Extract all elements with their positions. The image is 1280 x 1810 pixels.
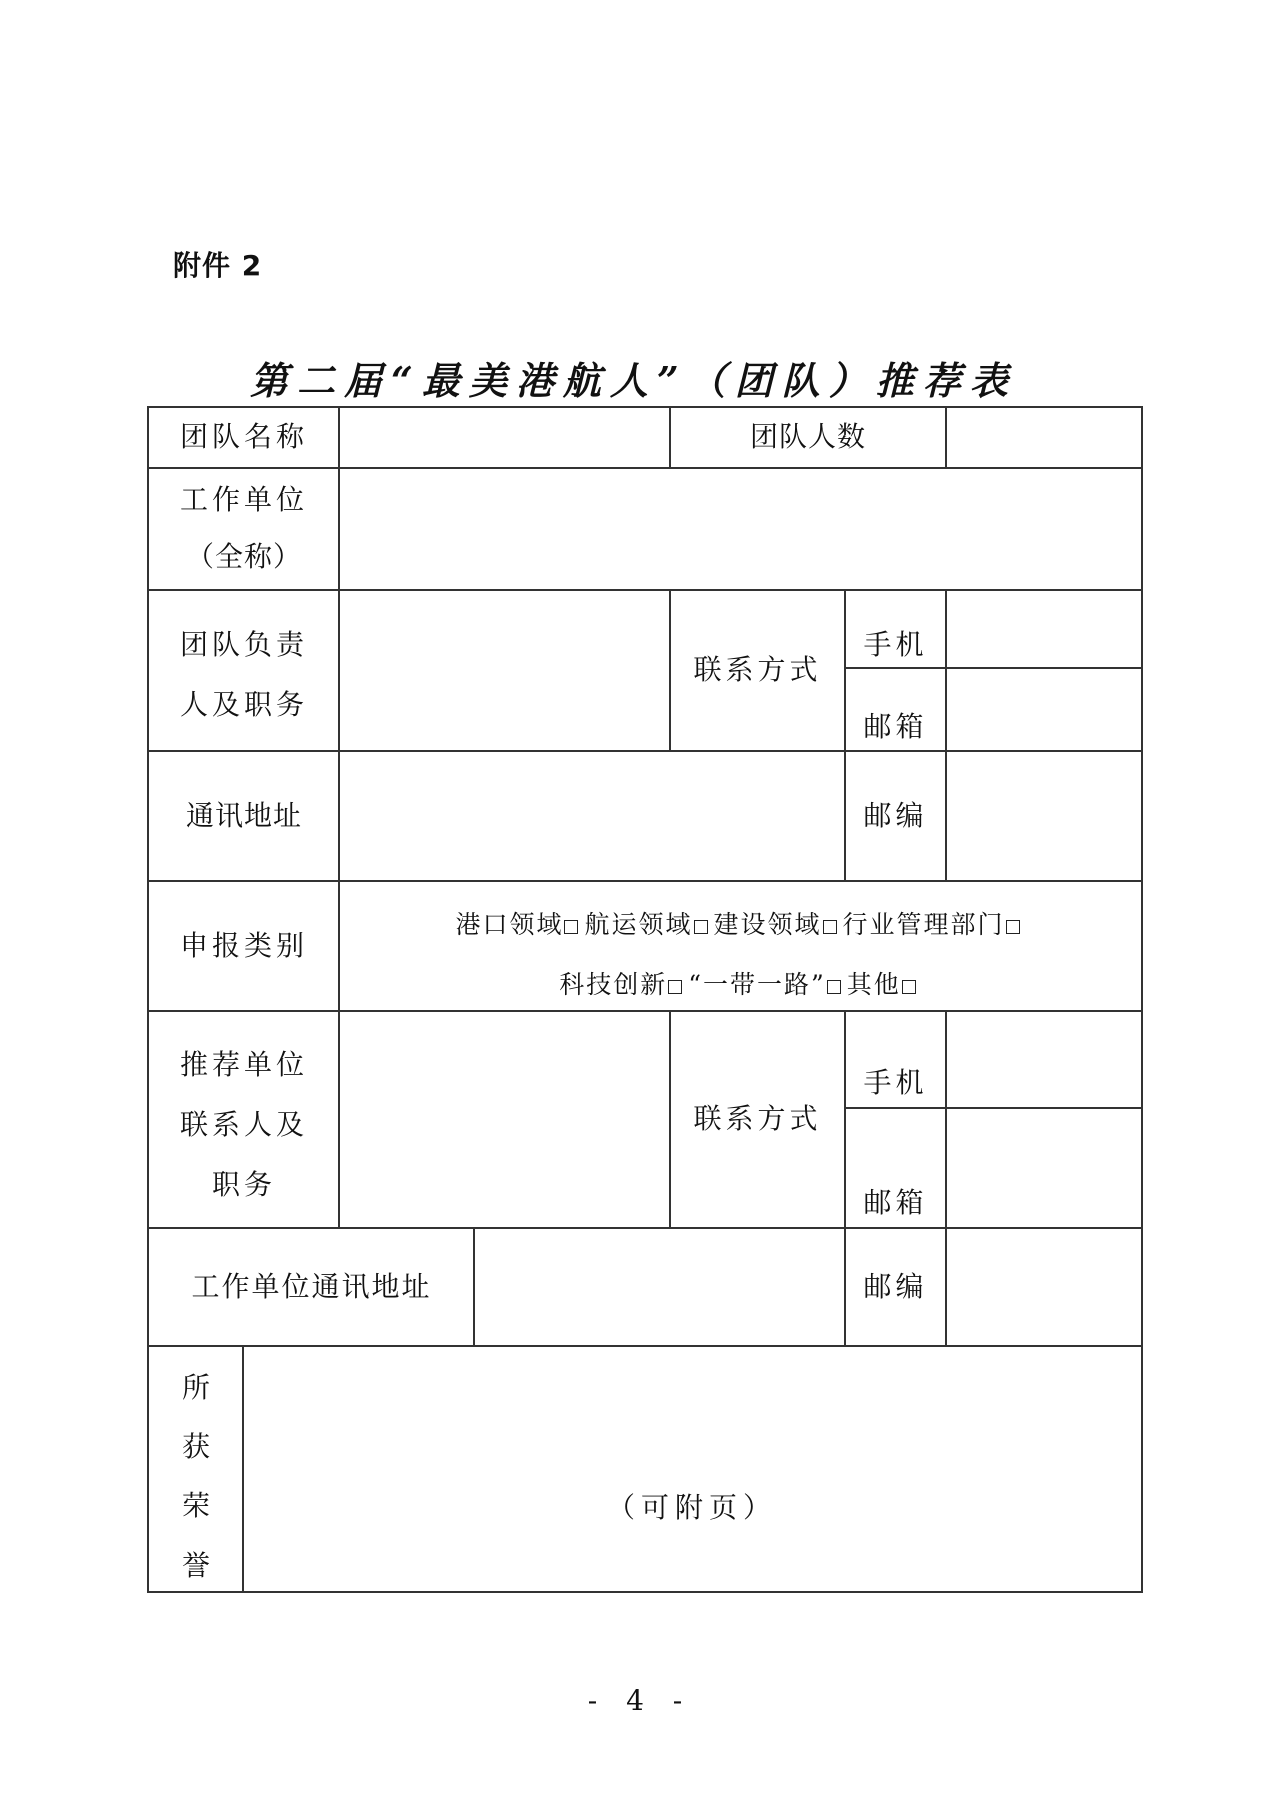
recommender-phone-label: 手机 xyxy=(863,1065,928,1099)
category-label: 申报类别 xyxy=(179,928,308,962)
checkbox-icon[interactable] xyxy=(668,980,682,994)
checkbox-icon[interactable] xyxy=(1006,920,1020,934)
category-option[interactable]: 科技创新 xyxy=(559,970,688,999)
attachment-label: 附件 2 xyxy=(173,249,263,282)
honors-label-char: 荣 xyxy=(181,1489,210,1522)
recommender-email-field[interactable] xyxy=(947,1109,1141,1227)
recommender-label-line2: 联系人及 xyxy=(179,1107,308,1141)
honors-label-char: 获 xyxy=(181,1430,210,1463)
recommender-contact-label: 联系方式 xyxy=(693,1102,822,1136)
team-size-label: 团队人数 xyxy=(749,420,866,454)
team-leader-label-line1: 团队负责 xyxy=(179,627,308,661)
work-unit-address-label: 工作单位通讯地址 xyxy=(191,1269,432,1303)
postcode-field[interactable] xyxy=(947,752,1141,880)
team-size-field[interactable] xyxy=(947,408,1141,467)
category-option[interactable]: 港口领域 xyxy=(455,910,584,939)
table-border-left xyxy=(147,406,149,1593)
recommender-label-line3: 职务 xyxy=(211,1167,276,1201)
postcode-label: 邮编 xyxy=(863,798,928,832)
table-border-bottom xyxy=(148,1591,1143,1593)
work-unit-postcode-field[interactable] xyxy=(947,1229,1141,1345)
honors-field[interactable] xyxy=(244,1347,1141,1591)
checkbox-icon[interactable] xyxy=(694,920,708,934)
category-option[interactable]: 行业管理部门 xyxy=(843,910,1026,939)
leader-phone-field[interactable] xyxy=(947,591,1141,667)
category-option[interactable]: 航运领域 xyxy=(584,910,713,939)
mailing-address-field[interactable] xyxy=(340,752,844,880)
work-unit-address-field[interactable] xyxy=(475,1229,844,1345)
recommender-phone-field[interactable] xyxy=(947,1012,1141,1107)
checkbox-icon[interactable] xyxy=(823,920,837,934)
leader-phone-label: 手机 xyxy=(863,627,928,661)
page-number: - 4 - xyxy=(587,1684,693,1717)
recommender-email-label: 邮箱 xyxy=(863,1185,928,1219)
work-unit-field[interactable] xyxy=(340,469,1141,589)
checkbox-icon[interactable] xyxy=(902,980,916,994)
category-option[interactable]: 其他 xyxy=(847,970,922,999)
honors-label-char: 誉 xyxy=(181,1549,210,1582)
honors-note: （可附页） xyxy=(606,1491,777,1524)
recommender-field[interactable] xyxy=(340,1012,669,1227)
team-leader-label-line2: 人及职务 xyxy=(179,687,308,721)
table-border-right xyxy=(1141,406,1143,1593)
work-unit-label-line1: 工作单位 xyxy=(179,482,308,516)
category-options-row1 xyxy=(340,905,1141,941)
work-unit-label-line2: （全称） xyxy=(185,539,302,573)
category-option[interactable]: “一带一路” xyxy=(688,970,847,999)
form-title: 第二届“最美港航人”（团队）推荐表 xyxy=(250,358,1017,403)
team-leader-field[interactable] xyxy=(340,591,669,750)
checkbox-icon[interactable] xyxy=(564,920,578,934)
category-options-row2 xyxy=(340,965,1141,1001)
team-name-label: 团队名称 xyxy=(179,420,308,454)
category-option[interactable]: 建设领域 xyxy=(714,910,843,939)
work-unit-postcode-label: 邮编 xyxy=(863,1269,928,1303)
recommender-label-line1: 推荐单位 xyxy=(179,1047,308,1081)
mailing-address-label: 通讯地址 xyxy=(185,798,302,832)
checkbox-icon[interactable] xyxy=(827,980,841,994)
honors-label-char: 所 xyxy=(181,1371,210,1404)
leader-email-field[interactable] xyxy=(947,669,1141,750)
leader-contact-label: 联系方式 xyxy=(693,653,822,687)
leader-email-label: 邮箱 xyxy=(863,709,928,743)
team-name-field[interactable] xyxy=(340,408,669,467)
